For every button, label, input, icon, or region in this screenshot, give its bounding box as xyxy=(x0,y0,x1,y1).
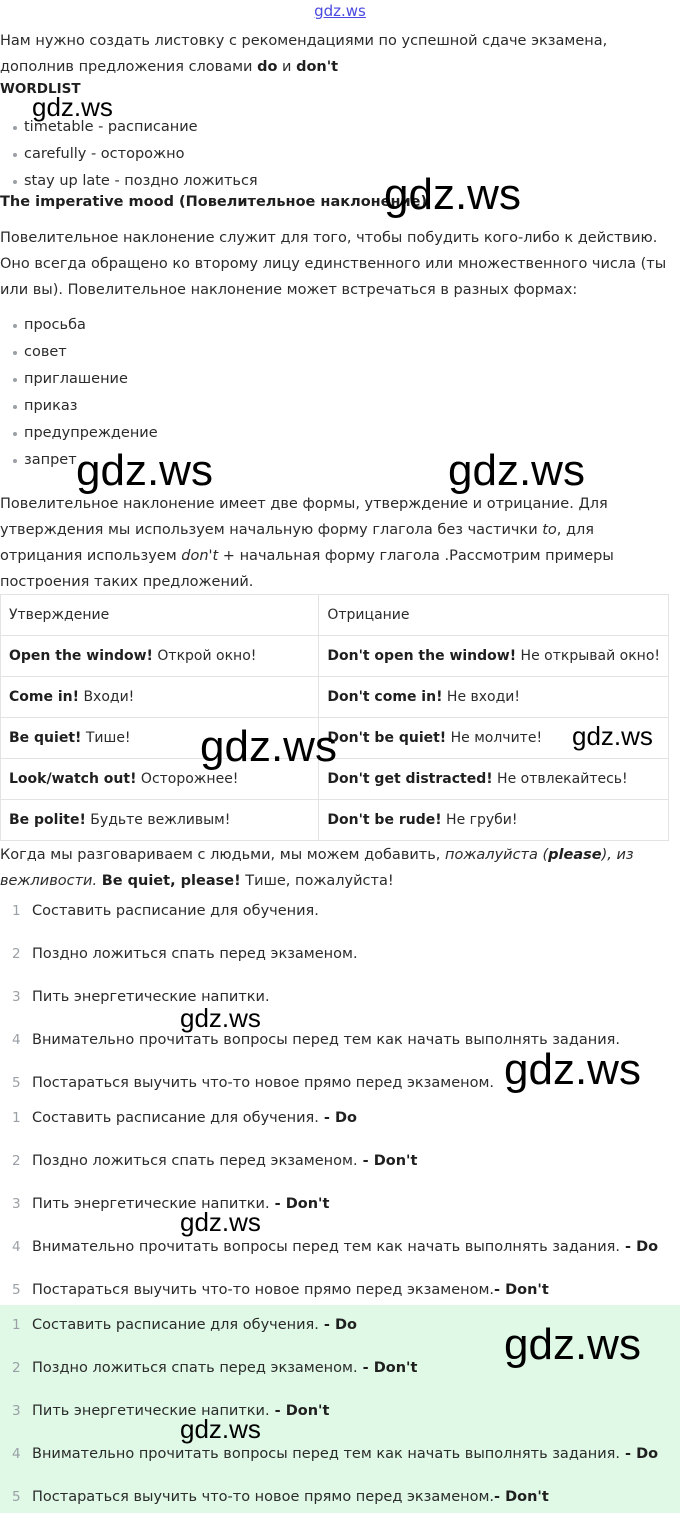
table-cell: Don't open the window! Не открывай окно! xyxy=(319,636,669,677)
watermark: gdz.ws xyxy=(180,1207,261,1237)
answers-list xyxy=(0,1105,680,1320)
table-cell: Don't get distracted! Не отвлекайтесь! xyxy=(319,759,669,800)
table-cell: Be polite! Будьте вежливым! xyxy=(1,800,319,841)
forms-explanation xyxy=(0,491,675,595)
table-cell: Be quiet! Тише! xyxy=(1,718,319,759)
table-cell: Come in! Входи! xyxy=(1,677,319,718)
forms-text-3: начальная форму глагола .Рассмотрим примеры построения таких предложений. xyxy=(0,548,614,590)
form-item: приглашение xyxy=(0,366,158,393)
list-item: 2 Поздно ложиться спать перед экзаменом. - Don't xyxy=(12,1153,418,1169)
forms-to: to xyxy=(542,522,557,538)
watermark: gdz.ws xyxy=(200,722,337,771)
intro-dont: don't xyxy=(296,59,339,75)
form-item: просьба xyxy=(0,312,158,339)
wordlist xyxy=(0,114,258,195)
forms-dont-plus: don't + xyxy=(181,548,235,564)
examples-table xyxy=(0,594,669,841)
table-header-affirmative: Утверждение xyxy=(1,595,319,636)
table-row xyxy=(1,800,669,841)
watermark: gdz.ws xyxy=(504,1045,641,1094)
imperative-description: Повелительное наклонение служит для того, чтобы побудить кого-либо к действию. Оно всегда обращено ко второму лицу единственного или множественного числа (ты или вы). Повелительное наклонение может встречаться в разных формах: xyxy=(0,230,667,298)
forms-text-2: , для отрицания используем xyxy=(0,522,595,564)
list-item: 5 Постараться выучить что-то новое прямо перед экзаменом.- Don't xyxy=(12,1282,549,1298)
intro-paragraph xyxy=(0,28,675,80)
forms-text-1: Повелительное наклонение имеет две формы, утверждение и отрицание. Для утверждения мы используем начальную форму глагола без частички xyxy=(0,496,608,538)
intro-and: и xyxy=(277,59,297,75)
watermark: gdz.ws xyxy=(32,92,113,122)
watermark: gdz.ws xyxy=(572,721,653,751)
list-item: 5 Постараться выучить что-то новое прямо перед экзаменом. xyxy=(12,1075,495,1091)
list-item: 4 Внимательно прочитать вопросы перед тем как начать выполнять задания. - Do xyxy=(12,1446,659,1462)
list-item: 3 Пить энергетические напитки. - Don't xyxy=(12,1196,330,1212)
list-item: 1 Составить расписание для обучения. xyxy=(12,903,319,919)
intro-text: Нам нужно создать листовку с рекомендациями по успешной сдаче экзамена, дополнив предложения словами xyxy=(0,33,608,75)
watermark: gdz.ws xyxy=(504,1320,641,1369)
table-cell: Don't be quiet! Не молчите! xyxy=(319,718,669,759)
table-cell: Don't be rude! Не груби! xyxy=(319,800,669,841)
gdz-top-link[interactable]: gdz.ws xyxy=(314,2,366,20)
table-row xyxy=(1,636,669,677)
wordlist-item: stay up late - поздно ложиться xyxy=(0,168,258,195)
watermark: gdz.ws xyxy=(448,446,585,495)
imperative-heading: The imperative mood (Повелительное наклонение) xyxy=(0,194,428,210)
table-header-negative: Отрицание xyxy=(319,595,669,636)
list-item: 1 Составить расписание для обучения. - Do xyxy=(12,1110,357,1126)
table-cell: Look/watch out! Осторожнее! xyxy=(1,759,319,800)
list-item: 3 Пить энергетические напитки. - Don't xyxy=(12,1403,330,1419)
watermark: gdz.ws xyxy=(76,446,213,495)
list-item: 3 Пить энергетические напитки. xyxy=(12,989,270,1005)
watermark: gdz.ws xyxy=(384,170,521,219)
form-item: приказ xyxy=(0,393,158,420)
list-item: 4 Внимательно прочитать вопросы перед тем как начать выполнять задания. - Do xyxy=(12,1239,659,1255)
politeness-paragraph: Когда мы разговариваем с людьми, мы можем добавить, пожалуйста (please), из вежливости. Be quiet, please! Тише, пожалуйста! xyxy=(0,847,634,889)
watermark: gdz.ws xyxy=(180,1414,261,1444)
wordlist-title: WORDLIST xyxy=(0,81,81,97)
list-item: 4 Внимательно прочитать вопросы перед тем как начать выполнять задания. xyxy=(12,1032,620,1048)
list-item: 2 Поздно ложиться спать перед экзаменом. xyxy=(12,946,358,962)
table-cell: Don't come in! Не входи! xyxy=(319,677,669,718)
list-item: 1 Составить расписание для обучения. - Do xyxy=(12,1317,357,1333)
form-item: запрет xyxy=(0,447,158,474)
form-item: предупреждение xyxy=(0,420,158,447)
form-item: совет xyxy=(0,339,158,366)
table-header-row xyxy=(1,595,669,636)
intro-do: do xyxy=(257,59,278,75)
watermark: gdz.ws xyxy=(180,1003,261,1033)
table-cell: Open the window! Открой окно! xyxy=(1,636,319,677)
list-item: 2 Поздно ложиться спать перед экзаменом. - Don't xyxy=(12,1360,418,1376)
list-item: 5 Постараться выучить что-то новое прямо перед экзаменом.- Don't xyxy=(12,1489,549,1505)
table-row xyxy=(1,677,669,718)
wordlist-item: carefully - осторожно xyxy=(0,141,258,168)
wordlist-item: timetable - расписание xyxy=(0,114,258,141)
